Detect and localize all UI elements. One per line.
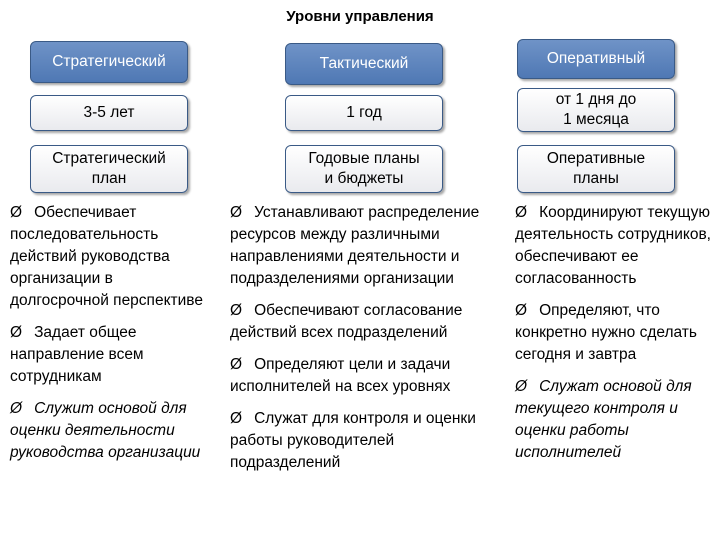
arrow-bullet-icon: Ø	[515, 302, 528, 319]
point-text: Обеспечивает последовательность действий руководства организации в долгосрочной перспективе	[10, 204, 203, 309]
period-tactical-label: 1 год	[346, 103, 382, 121]
plan-tactical	[285, 145, 443, 193]
point-text: Служат основой для текущего контроля и оценки работы исполнителей	[515, 378, 692, 461]
point-text: Служат для контроля и оценки работы руководителей подразделений	[230, 410, 476, 471]
arrow-bullet-icon: Ø	[10, 204, 23, 221]
point-item	[230, 300, 502, 344]
header-operational-label: Оперативный	[546, 49, 646, 67]
plan-strategic-label: Стратегический план	[52, 149, 166, 187]
point-item	[230, 202, 502, 290]
arrow-bullet-icon: Ø	[515, 378, 528, 395]
header-strategic-label: Стратегический	[52, 52, 166, 70]
point-item	[515, 300, 715, 366]
point-text: Задает общее направление всем сотрудникам	[10, 324, 144, 385]
point-item	[10, 398, 215, 464]
point-item	[10, 202, 215, 312]
point-text: Устанавливают распределение ресурсов между различными направлениями деятельности и подразделениями организации	[230, 204, 480, 287]
header-tactical-label: Тактический	[319, 54, 409, 72]
plan-strategic	[30, 145, 188, 193]
period-tactical	[285, 95, 443, 131]
period-strategic-label: 3-5 лет	[83, 103, 135, 121]
points-strategic	[10, 202, 215, 474]
point-item	[515, 376, 715, 464]
diagram-title: Уровни управления	[286, 8, 434, 25]
point-item	[230, 354, 502, 398]
point-item	[515, 202, 715, 290]
plan-tactical-label: Годовые планы и бюджеты	[308, 149, 420, 187]
point-item	[10, 322, 215, 388]
arrow-bullet-icon: Ø	[230, 356, 243, 373]
point-text: Определяют, что конкретно нужно сделать сегодня и завтра	[515, 302, 697, 363]
point-item	[230, 408, 502, 474]
point-text: Обеспечивают согласование действий всех подразделений	[230, 302, 463, 341]
point-text: Служит основой для оценки деятельности руководства организации	[10, 400, 201, 461]
period-operational	[517, 88, 675, 132]
plan-operational-label: Оперативные планы	[546, 149, 646, 187]
header-strategic	[30, 41, 188, 83]
arrow-bullet-icon: Ø	[10, 324, 23, 341]
period-strategic	[30, 95, 188, 131]
points-operational	[515, 202, 715, 474]
period-operational-label: от 1 дня до 1 месяца	[555, 90, 637, 128]
arrow-bullet-icon: Ø	[230, 302, 243, 319]
arrow-bullet-icon: Ø	[10, 400, 23, 417]
points-tactical	[230, 202, 502, 484]
header-operational	[517, 39, 675, 79]
arrow-bullet-icon: Ø	[515, 204, 528, 221]
plan-operational	[517, 145, 675, 193]
arrow-bullet-icon: Ø	[230, 204, 243, 221]
point-text: Координируют текущую деятельность сотрудников, обеспечивают ее согласованность	[515, 204, 711, 287]
header-tactical	[285, 43, 443, 85]
arrow-bullet-icon: Ø	[230, 410, 243, 427]
point-text: Определяют цели и задачи исполнителей на всех уровнях	[230, 356, 451, 395]
